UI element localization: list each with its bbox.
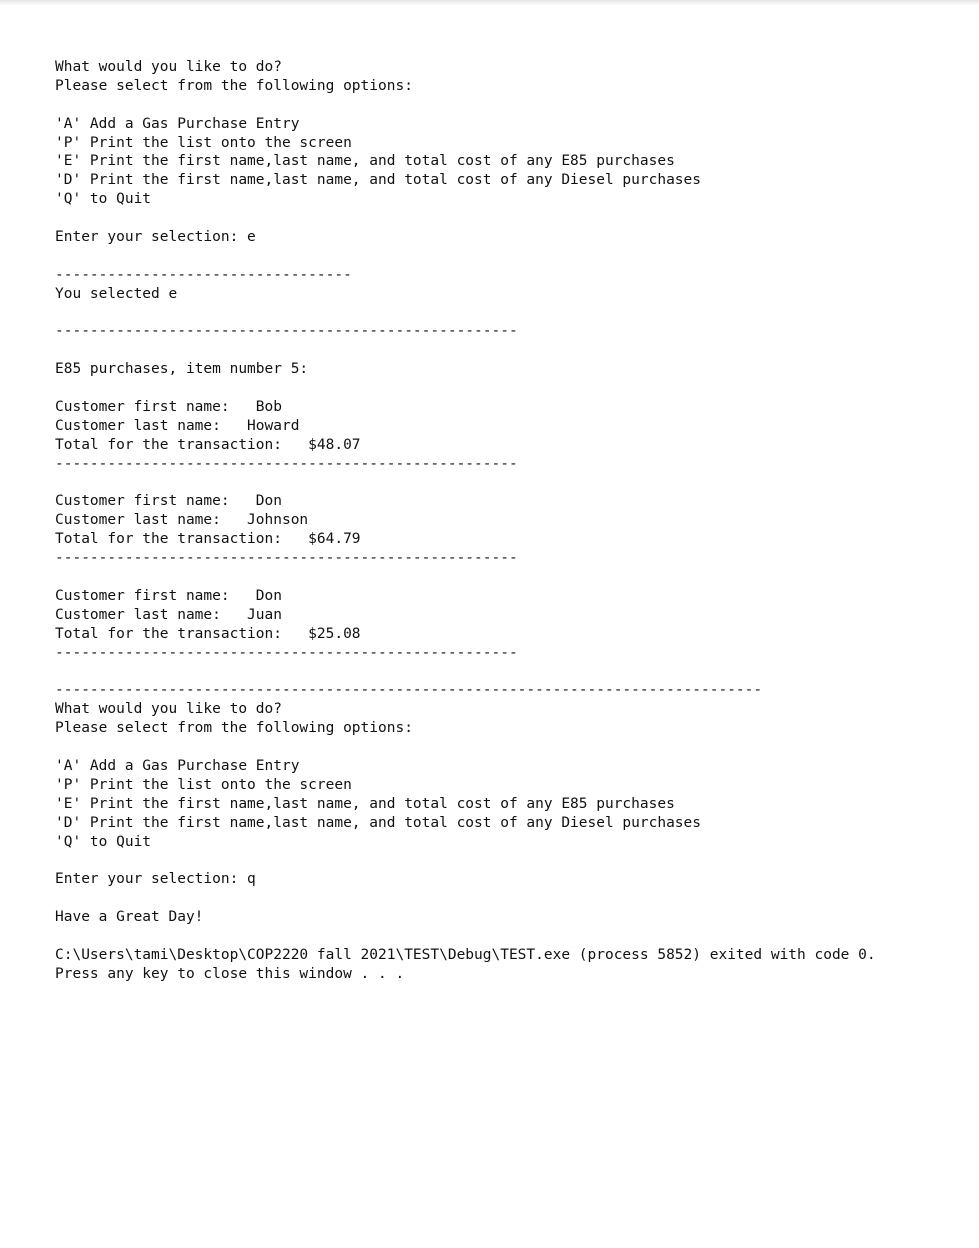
customer-last-name: Customer last name: Johnson (55, 512, 309, 529)
blank-line (55, 304, 955, 323)
menu-option-e: 'E' Print the first name,last name, and total cost of any E85 purchases (55, 153, 675, 170)
menu-option-e: 'E' Print the first name,last name, and total cost of any E85 purchases (55, 795, 675, 812)
menu-option-d: 'D' Print the first name,last name, and total cost of any Diesel purchases (55, 172, 702, 189)
transaction-total: Total for the transaction: $64.79 (55, 531, 361, 548)
menu-option-p: 'P' Print the list onto the screen (55, 776, 352, 793)
blank-line (55, 247, 955, 266)
customer-first-name: Customer first name: Don (55, 493, 282, 510)
blank-line (55, 738, 955, 757)
separator-line: ----------------------------------------------------- (55, 455, 518, 472)
menu-option-q: 'Q' to Quit (55, 833, 152, 850)
menu-prompt: What would you like to do? (55, 701, 282, 718)
menu-option-p: 'P' Print the list onto the screen (55, 134, 352, 151)
e85-purchases-heading: E85 purchases, item number 5: (55, 361, 309, 378)
customer-first-name: Customer first name: Don (55, 587, 282, 604)
transaction-total: Total for the transaction: $48.07 (55, 436, 361, 453)
selection-input-e: Enter your selection: e (55, 229, 256, 246)
customer-first-name: Customer first name: Bob (55, 399, 282, 416)
blank-line (55, 927, 955, 946)
blank-line (55, 341, 955, 360)
blank-line (55, 851, 955, 870)
separator-line: ----------------------------------------------------- (55, 550, 518, 567)
menu-option-d: 'D' Print the first name,last name, and total cost of any Diesel purchases (55, 814, 702, 831)
blank-line (55, 568, 955, 587)
customer-last-name: Customer last name: Juan (55, 606, 282, 623)
blank-line (55, 209, 955, 228)
separator-line: ----------------------------------------------------- (55, 323, 518, 340)
separator-line: ----------------------------------------------------- (55, 644, 518, 661)
menu-instruction: Please select from the following options: (55, 720, 413, 737)
menu-option-a: 'A' Add a Gas Purchase Entry (55, 115, 300, 132)
menu-instruction: Please select from the following options: (55, 77, 413, 94)
blank-line (55, 889, 955, 908)
menu-option-a: 'A' Add a Gas Purchase Entry (55, 757, 300, 774)
process-exit-message: C:\Users\tami\Desktop\COP2220 fall 2021\TEST\Debug\TEST.exe (process 5852) exited with code 0. (55, 946, 876, 963)
window-top-edge (0, 0, 979, 6)
blank-line (55, 96, 955, 115)
close-window-prompt: Press any key to close this window . . . (55, 965, 405, 982)
selection-input-q: Enter your selection: q (55, 871, 256, 888)
blank-line (55, 474, 955, 493)
menu-prompt: What would you like to do? (55, 59, 282, 75)
console-output (55, 58, 955, 984)
farewell-message: Have a Great Day! (55, 909, 204, 926)
selection-echo: You selected e (55, 285, 178, 302)
blank-line (55, 663, 955, 682)
separator-line-long: --------------------------------------------------------------------------------- (55, 682, 763, 699)
customer-last-name: Customer last name: Howard (55, 417, 300, 434)
transaction-total: Total for the transaction: $25.08 (55, 625, 361, 642)
blank-line (55, 379, 955, 398)
separator-line: ---------------------------------- (55, 266, 352, 283)
menu-option-q: 'Q' to Quit (55, 191, 152, 208)
